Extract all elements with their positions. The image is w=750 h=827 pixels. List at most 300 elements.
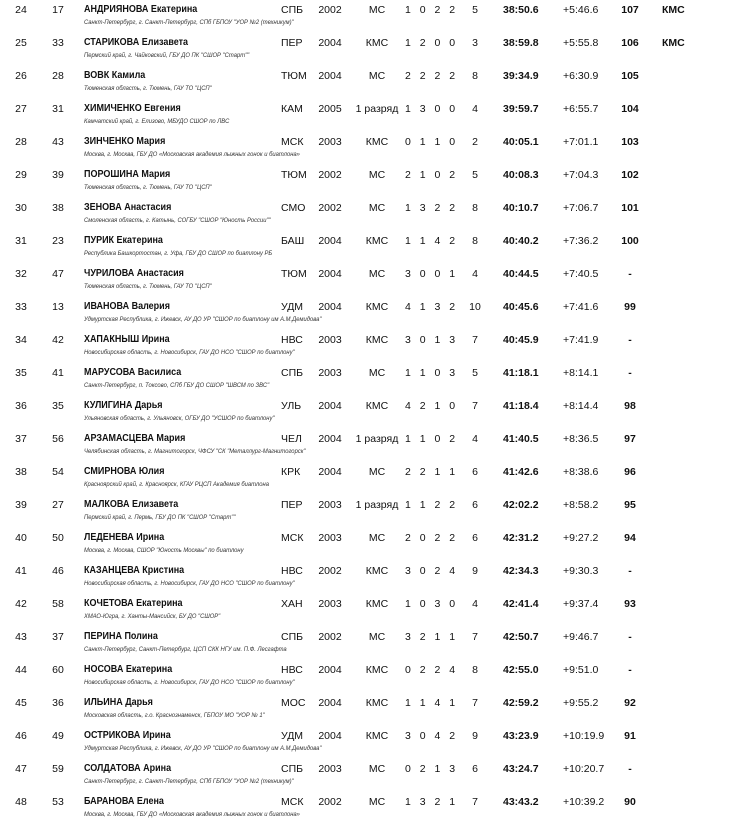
birth-year-cell: 2004 [318, 466, 342, 478]
time-behind-cell: +6:55.7 [563, 103, 599, 115]
sport-rank-cell: МС [368, 367, 386, 379]
region-cell: БАШ [281, 235, 305, 247]
place-cell: 38 [15, 466, 27, 478]
organization-text: Пермский край, г. Пермь, ГБУ ДО ПК "СШОР "Старт"" [84, 514, 236, 521]
penalties-cell: 8 [472, 70, 478, 82]
result-time-cell: 41:40.5 [503, 433, 539, 445]
birth-year-cell: 2003 [318, 499, 342, 511]
birth-year-cell: 2004 [318, 400, 342, 412]
sport-rank-cell: МС [368, 268, 386, 280]
penalties-cell: 3 [472, 37, 478, 49]
bib-cell: 13 [52, 301, 64, 313]
shooting-cell: 1 2 0 0 [405, 37, 459, 49]
shooting-cell: 2 2 1 1 [405, 466, 459, 478]
place-cell: 44 [15, 664, 27, 676]
sport-rank-cell: КМС [365, 301, 389, 313]
place-cell: 30 [15, 202, 27, 214]
birth-year-cell: 2003 [318, 598, 342, 610]
region-cell: НВС [281, 334, 303, 346]
athlete-name: ХИМИЧЕНКО Евгения [84, 103, 181, 114]
points-cell: - [628, 763, 632, 775]
bib-cell: 38 [52, 202, 64, 214]
birth-year-cell: 2002 [318, 631, 342, 643]
sport-rank-cell: КМС [365, 664, 389, 676]
penalties-cell: 6 [472, 499, 478, 511]
result-time-cell: 40:10.7 [503, 202, 539, 214]
points-cell: 102 [621, 169, 639, 181]
sport-rank-cell: МС [368, 169, 386, 181]
time-behind-cell: +7:06.7 [563, 202, 599, 214]
result-time-cell: 41:18.1 [503, 367, 539, 379]
table-row [0, 761, 750, 794]
birth-year-cell: 2003 [318, 136, 342, 148]
penalties-cell: 5 [472, 4, 478, 16]
bib-cell: 36 [52, 697, 64, 709]
shooting-cell: 1 3 2 2 [405, 202, 459, 214]
time-behind-cell: +9:46.7 [563, 631, 599, 643]
place-cell: 25 [15, 37, 27, 49]
result-time-cell: 41:42.6 [503, 466, 539, 478]
athlete-name: СМИРНОВА Юлия [84, 466, 165, 477]
athlete-name: ЗИНЧЕНКО Мария [84, 136, 166, 147]
organization-text: Новосибирская область, г. Новосибирск, ГАУ ДО НСО "СШОР по биатлону" [84, 679, 295, 686]
region-cell: НВС [281, 664, 303, 676]
penalties-cell: 6 [472, 466, 478, 478]
table-row [0, 596, 750, 629]
points-cell: - [628, 565, 632, 577]
result-time-cell: 40:05.1 [503, 136, 539, 148]
time-behind-cell: +8:38.6 [563, 466, 599, 478]
result-time-cell: 43:43.2 [503, 796, 539, 808]
time-behind-cell: +7:41.6 [563, 301, 599, 313]
table-row [0, 530, 750, 563]
birth-year-cell: 2004 [318, 664, 342, 676]
table-row [0, 497, 750, 530]
organization-text: ХМАО-Югра, г. Ханты-Мансийск, БУ ДО "СШОР" [84, 613, 221, 620]
bib-cell: 56 [52, 433, 64, 445]
result-time-cell: 42:59.2 [503, 697, 539, 709]
place-cell: 43 [15, 631, 27, 643]
birth-year-cell: 2004 [318, 697, 342, 709]
region-cell: ТЮМ [281, 70, 307, 82]
penalties-cell: 7 [472, 697, 478, 709]
points-cell: 95 [624, 499, 636, 511]
penalties-cell: 7 [472, 631, 478, 643]
bib-cell: 41 [52, 367, 64, 379]
sport-rank-cell: 1 разряд [355, 103, 399, 115]
place-cell: 35 [15, 367, 27, 379]
region-cell: НВС [281, 565, 303, 577]
points-cell: 92 [624, 697, 636, 709]
penalties-cell: 8 [472, 664, 478, 676]
shooting-cell: 4 1 3 2 [405, 301, 459, 313]
time-behind-cell: +8:14.4 [563, 400, 599, 412]
result-time-cell: 42:41.4 [503, 598, 539, 610]
result-time-cell: 40:08.3 [503, 169, 539, 181]
region-cell: КРК [281, 466, 301, 478]
table-row [0, 266, 750, 299]
sport-rank-cell: 1 разряд [355, 433, 399, 445]
time-behind-cell: +10:39.2 [563, 796, 605, 808]
place-cell: 27 [15, 103, 27, 115]
result-time-cell: 42:31.2 [503, 532, 539, 544]
penalties-cell: 6 [472, 763, 478, 775]
result-time-cell: 42:50.7 [503, 631, 539, 643]
penalties-cell: 2 [472, 136, 478, 148]
birth-year-cell: 2004 [318, 301, 342, 313]
time-behind-cell: +9:30.3 [563, 565, 599, 577]
penalties-cell: 4 [472, 598, 478, 610]
athlete-name: КУЛИГИНА Дарья [84, 400, 163, 411]
athlete-name: КОЧЕТОВА Екатерина [84, 598, 183, 609]
place-cell: 32 [15, 268, 27, 280]
result-time-cell: 39:59.7 [503, 103, 539, 115]
sport-rank-cell: МС [368, 796, 386, 808]
shooting-cell: 3 0 2 4 [405, 565, 459, 577]
penalties-cell: 8 [472, 235, 478, 247]
qualification-cell: КМС [662, 37, 685, 49]
bib-cell: 42 [52, 334, 64, 346]
region-cell: МОС [281, 697, 306, 709]
bib-cell: 59 [52, 763, 64, 775]
penalties-cell: 7 [472, 400, 478, 412]
sport-rank-cell: МС [368, 466, 386, 478]
time-behind-cell: +9:37.4 [563, 598, 599, 610]
shooting-cell: 2 0 2 2 [405, 532, 459, 544]
table-row [0, 794, 750, 827]
points-cell: 98 [624, 400, 636, 412]
place-cell: 33 [15, 301, 27, 313]
time-behind-cell: +5:55.8 [563, 37, 599, 49]
organization-text: Санкт-Петербург, Санкт-Петербург, ЦСП СКК НГУ им. П.Ф. Лесгафта [84, 646, 287, 653]
shooting-cell: 1 1 0 3 [405, 367, 459, 379]
organization-text: Москва, г. Москва, ГБУ ДО «Московская академия лыжных гонок и биатлона» [84, 811, 300, 818]
bib-cell: 46 [52, 565, 64, 577]
birth-year-cell: 2002 [318, 565, 342, 577]
place-cell: 42 [15, 598, 27, 610]
result-time-cell: 40:45.6 [503, 301, 539, 313]
athlete-name: МАРУСОВА Василиса [84, 367, 182, 378]
sport-rank-cell: КМС [365, 730, 389, 742]
shooting-cell: 3 0 0 1 [405, 268, 459, 280]
table-row [0, 464, 750, 497]
region-cell: УЛЬ [281, 400, 302, 412]
penalties-cell: 8 [472, 202, 478, 214]
penalties-cell: 10 [469, 301, 481, 313]
athlete-name: АНДРИЯНОВА Екатерина [84, 4, 198, 15]
time-behind-cell: +9:51.0 [563, 664, 599, 676]
birth-year-cell: 2002 [318, 796, 342, 808]
shooting-cell: 4 2 1 0 [405, 400, 459, 412]
athlete-name: КАЗАНЦЕВА Кристина [84, 565, 185, 576]
result-time-cell: 38:50.6 [503, 4, 539, 16]
time-behind-cell: +10:20.7 [563, 763, 605, 775]
organization-text: Санкт-Петербург, п. Токсово, СПб ГБУ ДО СШОР "ШВСМ по ЗВС" [84, 382, 270, 389]
bib-cell: 60 [52, 664, 64, 676]
table-row [0, 662, 750, 695]
sport-rank-cell: КМС [365, 136, 389, 148]
result-time-cell: 39:34.9 [503, 70, 539, 82]
organization-text: Новосибирская область, г. Новосибирск, ГАУ ДО НСО "СШОР по биатлону" [84, 349, 295, 356]
time-behind-cell: +7:41.9 [563, 334, 599, 346]
bib-cell: 47 [52, 268, 64, 280]
birth-year-cell: 2004 [318, 37, 342, 49]
points-cell: - [628, 367, 632, 379]
athlete-name: ОСТРИКОВА Ирина [84, 730, 171, 741]
table-row [0, 68, 750, 101]
place-cell: 46 [15, 730, 27, 742]
bib-cell: 27 [52, 499, 64, 511]
table-row [0, 167, 750, 200]
points-cell: 99 [624, 301, 636, 313]
time-behind-cell: +10:19.9 [563, 730, 605, 742]
athlete-name: ИЛЬИНА Дарья [84, 697, 153, 708]
bib-cell: 28 [52, 70, 64, 82]
points-cell: 93 [624, 598, 636, 610]
time-behind-cell: +5:46.6 [563, 4, 599, 16]
athlete-name: ЗЕНОВА Анастасия [84, 202, 172, 213]
bib-cell: 37 [52, 631, 64, 643]
birth-year-cell: 2003 [318, 334, 342, 346]
sport-rank-cell: МС [368, 202, 386, 214]
athlete-name: АРЗАМАСЦЕВА Мария [84, 433, 186, 444]
shooting-cell: 1 0 2 2 [405, 4, 459, 16]
place-cell: 40 [15, 532, 27, 544]
bib-cell: 33 [52, 37, 64, 49]
table-row [0, 101, 750, 134]
points-cell: 106 [621, 37, 639, 49]
sport-rank-cell: КМС [365, 235, 389, 247]
place-cell: 41 [15, 565, 27, 577]
region-cell: СПБ [281, 631, 304, 643]
sport-rank-cell: МС [368, 4, 386, 16]
birth-year-cell: 2003 [318, 367, 342, 379]
bib-cell: 39 [52, 169, 64, 181]
organization-text: Тюменская область, г. Тюмень, ГАУ ТО "ЦСП" [84, 184, 212, 191]
sport-rank-cell: КМС [365, 400, 389, 412]
time-behind-cell: +7:36.2 [563, 235, 599, 247]
time-behind-cell: +7:40.5 [563, 268, 599, 280]
penalties-cell: 9 [472, 730, 478, 742]
organization-text: Удмуртская Республика, г. Ижевск, АУ ДО УР "СШОР по биатлону им А.М.Демидова" [84, 745, 322, 752]
table-row [0, 563, 750, 596]
sport-rank-cell: КМС [365, 697, 389, 709]
time-behind-cell: +6:30.9 [563, 70, 599, 82]
penalties-cell: 6 [472, 532, 478, 544]
region-cell: ХАН [281, 598, 303, 610]
result-time-cell: 42:34.3 [503, 565, 539, 577]
penalties-cell: 7 [472, 334, 478, 346]
penalties-cell: 4 [472, 103, 478, 115]
region-cell: МСК [281, 796, 304, 808]
region-cell: СМО [281, 202, 306, 214]
penalties-cell: 4 [472, 268, 478, 280]
time-behind-cell: +8:14.1 [563, 367, 599, 379]
bib-cell: 58 [52, 598, 64, 610]
bib-cell: 43 [52, 136, 64, 148]
points-cell: - [628, 664, 632, 676]
organization-text: Тюменская область, г. Тюмень, ГАУ ТО "ЦСП" [84, 85, 212, 92]
time-behind-cell: +9:27.2 [563, 532, 599, 544]
bib-cell: 54 [52, 466, 64, 478]
birth-year-cell: 2004 [318, 235, 342, 247]
organization-text: Москва, г. Москва, СШОР "Юность Москвы" по биатлону [84, 547, 244, 554]
region-cell: УДМ [281, 301, 304, 313]
place-cell: 24 [15, 4, 27, 16]
points-cell: 105 [621, 70, 639, 82]
result-time-cell: 43:23.9 [503, 730, 539, 742]
points-cell: 94 [624, 532, 636, 544]
shooting-cell: 3 0 4 2 [405, 730, 459, 742]
result-time-cell: 42:55.0 [503, 664, 539, 676]
shooting-cell: 3 0 1 3 [405, 334, 459, 346]
shooting-cell: 1 1 4 1 [405, 697, 459, 709]
time-behind-cell: +7:04.3 [563, 169, 599, 181]
table-row [0, 728, 750, 761]
athlete-name: МАЛКОВА Елизавета [84, 499, 179, 510]
athlete-name: ВОВК Камила [84, 70, 146, 81]
organization-text: Удмуртская Республика, г. Ижевск, АУ ДО УР "СШОР по биатлону им А.М.Демидова" [84, 316, 322, 323]
shooting-cell: 1 1 0 2 [405, 433, 459, 445]
organization-text: Смоленская область, г. Катынь, СОГБУ "СШОР "Юность России"" [84, 217, 271, 224]
athlete-name: ХАПАКНЫШ Ирина [84, 334, 170, 345]
result-time-cell: 42:02.2 [503, 499, 539, 511]
organization-text: Санкт-Петербург, г. Санкт-Петербург, СПб ГБПОУ "УОР №2 (техникум)" [84, 778, 294, 785]
place-cell: 39 [15, 499, 27, 511]
table-row [0, 332, 750, 365]
penalties-cell: 9 [472, 565, 478, 577]
place-cell: 37 [15, 433, 27, 445]
region-cell: УДМ [281, 730, 304, 742]
organization-text: Московская область, г.о. Краснознаменск, ГБПОУ МО "УОР № 1" [84, 712, 265, 719]
points-cell: 100 [621, 235, 639, 247]
organization-text: Камчатский край, г. Елизово, МБУДО СШОР по ЛВС [84, 118, 230, 125]
organization-text: Ульяновская область, г. Ульяновск, ОГБУ ДО "УСШОР по биатлону" [84, 415, 275, 422]
organization-text: Москва, г. Москва, ГБУ ДО «Московская академия лыжных гонок и биатлона» [84, 151, 300, 158]
time-behind-cell: +8:58.2 [563, 499, 599, 511]
bib-cell: 31 [52, 103, 64, 115]
organization-text: Челябинская область, г. Магнитогорск, ЧФСУ "СК "Металлург-Магнитогорск" [84, 448, 306, 455]
region-cell: ТЮМ [281, 268, 307, 280]
organization-text: Санкт-Петербург, г. Санкт-Петербург, СПб ГБПОУ "УОР №2 (техникум)" [84, 19, 294, 26]
place-cell: 48 [15, 796, 27, 808]
region-cell: КАМ [281, 103, 303, 115]
region-cell: СПБ [281, 763, 304, 775]
athlete-name: СОЛДАТОВА Арина [84, 763, 172, 774]
shooting-cell: 0 2 1 3 [405, 763, 459, 775]
athlete-name: ЛЕДЕНЕВА Ирина [84, 532, 165, 543]
result-time-cell: 41:18.4 [503, 400, 539, 412]
shooting-cell: 1 0 3 0 [405, 598, 459, 610]
place-cell: 26 [15, 70, 27, 82]
penalties-cell: 4 [472, 433, 478, 445]
region-cell: ПЕР [281, 499, 303, 511]
place-cell: 29 [15, 169, 27, 181]
points-cell: - [628, 631, 632, 643]
points-cell: 101 [621, 202, 639, 214]
points-cell: - [628, 268, 632, 280]
sport-rank-cell: КМС [365, 334, 389, 346]
points-cell: 97 [624, 433, 636, 445]
bib-cell: 49 [52, 730, 64, 742]
time-behind-cell: +7:01.1 [563, 136, 599, 148]
result-time-cell: 40:45.9 [503, 334, 539, 346]
birth-year-cell: 2003 [318, 763, 342, 775]
place-cell: 36 [15, 400, 27, 412]
table-row [0, 398, 750, 431]
region-cell: СПБ [281, 4, 304, 16]
result-time-cell: 38:59.8 [503, 37, 539, 49]
table-row [0, 233, 750, 266]
birth-year-cell: 2003 [318, 532, 342, 544]
qualification-cell: КМС [662, 4, 685, 16]
place-cell: 31 [15, 235, 27, 247]
table-row [0, 35, 750, 68]
birth-year-cell: 2004 [318, 268, 342, 280]
shooting-cell: 3 2 1 1 [405, 631, 459, 643]
points-cell: 91 [624, 730, 636, 742]
athlete-name: ЧУРИЛОВА Анастасия [84, 268, 184, 279]
place-cell: 28 [15, 136, 27, 148]
athlete-name: БАРАНОВА Елена [84, 796, 164, 807]
shooting-cell: 0 1 1 0 [405, 136, 459, 148]
result-time-cell: 40:44.5 [503, 268, 539, 280]
athlete-name: СТАРИКОВА Елизавета [84, 37, 189, 48]
points-cell: 104 [621, 103, 639, 115]
table-row [0, 134, 750, 167]
result-time-cell: 40:40.2 [503, 235, 539, 247]
region-cell: ПЕР [281, 37, 303, 49]
shooting-cell: 0 2 2 4 [405, 664, 459, 676]
place-cell: 47 [15, 763, 27, 775]
organization-text: Новосибирская область, г. Новосибирск, ГАУ ДО НСО "СШОР по биатлону" [84, 580, 295, 587]
birth-year-cell: 2002 [318, 169, 342, 181]
athlete-name: НОСОВА Екатерина [84, 664, 173, 675]
shooting-cell: 1 1 2 2 [405, 499, 459, 511]
sport-rank-cell: МС [368, 631, 386, 643]
result-time-cell: 43:24.7 [503, 763, 539, 775]
athlete-name: ИВАНОВА Валерия [84, 301, 170, 312]
shooting-cell: 1 1 4 2 [405, 235, 459, 247]
points-cell: - [628, 334, 632, 346]
birth-year-cell: 2002 [318, 202, 342, 214]
table-row [0, 200, 750, 233]
region-cell: СПБ [281, 367, 304, 379]
sport-rank-cell: 1 разряд [355, 499, 399, 511]
shooting-cell: 1 3 2 1 [405, 796, 459, 808]
region-cell: МСК [281, 136, 304, 148]
penalties-cell: 5 [472, 367, 478, 379]
region-cell: МСК [281, 532, 304, 544]
table-row [0, 299, 750, 332]
place-cell: 34 [15, 334, 27, 346]
organization-text: Тюменская область, г. Тюмень, ГАУ ТО "ЦСП" [84, 283, 212, 290]
sport-rank-cell: МС [368, 70, 386, 82]
penalties-cell: 7 [472, 796, 478, 808]
sport-rank-cell: КМС [365, 37, 389, 49]
table-row [0, 2, 750, 35]
bib-cell: 17 [52, 4, 64, 16]
table-row [0, 365, 750, 398]
birth-year-cell: 2004 [318, 70, 342, 82]
bib-cell: 53 [52, 796, 64, 808]
place-cell: 45 [15, 697, 27, 709]
athlete-name: ПЕРИНА Полина [84, 631, 158, 642]
table-row [0, 695, 750, 728]
organization-text: Республика Башкортостан, г. Уфа, ГБУ ДО СШОР по биатлону РБ [84, 250, 273, 257]
points-cell: 103 [621, 136, 639, 148]
sport-rank-cell: МС [368, 763, 386, 775]
